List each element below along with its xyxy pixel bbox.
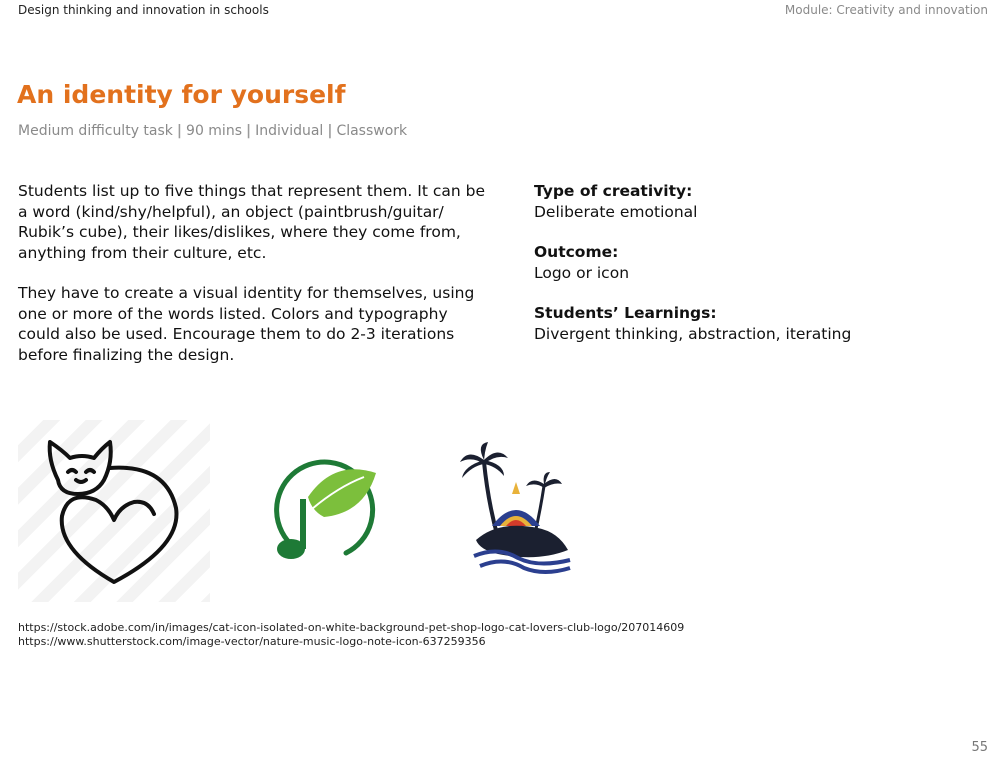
grouping-label: Individual [255,123,324,139]
island-logo-image [458,442,576,576]
outcome-value: Logo or icon [534,263,630,282]
learnings-block [534,303,954,344]
cat-heart-icon [18,420,210,602]
learnings-value: Divergent thinking, abstraction, iterating [534,324,852,343]
outcome-label: Outcome: [534,243,619,261]
cat-heart-logo-image [18,420,210,602]
description-paragraph: They have to create a visual identity for themselves, using one or more of the words listed. Colors and typography could also be used. Encourage them to do 2-3 iterations before finalizing the design. [18,284,475,364]
course-title: Design thinking and innovation in schools [18,3,269,17]
module-label: Module: Creativity and innovation [784,3,988,17]
task-meta [18,123,407,139]
duration-label: 90 mins [186,123,242,139]
difficulty-label: Medium difficulty task [18,123,173,139]
meta-separator: | [176,123,183,139]
task-description [18,181,488,385]
learnings-label: Students’ Learnings: [534,304,717,322]
music-leaf-logo-image [264,455,376,567]
music-leaf-icon [264,455,376,567]
creativity-block [534,181,954,222]
palm-island-icon [458,442,576,576]
meta-separator: | [246,123,252,139]
setting-label: Classwork [336,123,408,139]
source-link[interactable]: https://www.shutterstock.com/image-vector/nature-music-logo-note-icon-637259356 [18,635,486,648]
creativity-label: Type of creativity: [534,182,693,200]
image-sources [18,621,684,649]
outcome-block [534,242,954,283]
meta-separator: | [327,123,333,139]
page-title: An identity for yourself [17,80,346,109]
description-paragraph: Students list up to five things that represent them. It can be a word (kind/shy/helpful), an object (paintbrush/guitar/ Rubik’s cube), their likes/dislikes, where they come from, anything from their culture, etc. [18,182,485,262]
source-link[interactable]: https://stock.adobe.com/in/images/cat-icon-isolated-on-white-background-pet-shop-logo-cat-lovers-club-logo/207014609 [18,621,685,634]
task-info [534,181,954,364]
page-number: 55 [971,740,988,755]
creativity-value: Deliberate emotional [534,202,698,221]
